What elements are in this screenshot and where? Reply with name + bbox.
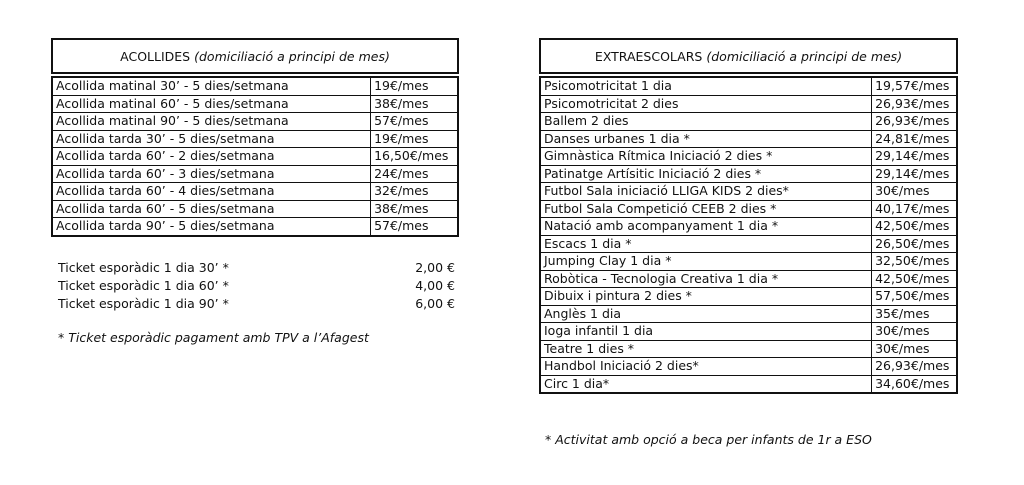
activity-label: Acollida tarda 60’ - 5 dies/setmana [52, 200, 371, 218]
extraescolars-header [539, 38, 958, 74]
table-row [540, 305, 957, 323]
activity-price: 57€/mes [371, 113, 458, 131]
activity-label: Circ 1 dia* [540, 375, 872, 393]
extraescolars-title: EXTRAESCOLARS [594, 48, 703, 64]
table-row [52, 218, 458, 236]
table-row [52, 130, 458, 148]
table-row [52, 113, 458, 131]
activity-label: Anglès 1 dia [540, 305, 872, 323]
table-row [540, 148, 957, 166]
activity-label: Acollida matinal 60’ - 5 dies/setmana [52, 95, 371, 113]
acollides-title: ACOLLIDES [120, 48, 191, 64]
activity-label: Jumping Clay 1 dia * [540, 253, 872, 271]
activity-label: Acollida matinal 90’ - 5 dies/setmana [52, 113, 371, 131]
table-row [540, 375, 957, 393]
activity-label: Acollida matinal 30’ - 5 dies/setmana [52, 77, 371, 95]
acollides-header [51, 38, 459, 74]
table-row [540, 235, 957, 253]
activity-price: 32,50€/mes [872, 253, 957, 271]
activity-label: Danses urbanes 1 dia * [540, 130, 872, 148]
activity-label: Futbol Sala iniciació LLIGA KIDS 2 dies* [540, 183, 872, 201]
table-row [540, 340, 957, 358]
table-row [540, 77, 957, 95]
activity-label: Psicomotricitat 1 dia [540, 77, 872, 95]
ticket-label: Ticket esporàdic 1 dia 30’ * [58, 259, 229, 275]
activity-price: 30€/mes [872, 183, 957, 201]
activity-price: 34,60€/mes [872, 375, 957, 393]
activity-label: Gimnàstica Rítmica Iniciació 2 dies * [540, 148, 872, 166]
extraescolars-section [539, 38, 958, 394]
table-row [52, 183, 458, 201]
table-row [540, 218, 957, 236]
activity-price: 30€/mes [872, 340, 957, 358]
activity-label: Robòtica - Tecnologia Creativa 1 dia * [540, 270, 872, 288]
ticket-label: Ticket esporàdic 1 dia 60’ * [58, 277, 229, 293]
ticket-note: * Ticket esporàdic pagament amb TPV a l’Afagest [58, 329, 369, 345]
table-row [540, 358, 957, 376]
table-row [540, 323, 957, 341]
activity-label: Acollida tarda 60’ - 3 dies/setmana [52, 165, 371, 183]
activity-price: 42,50€/mes [872, 270, 957, 288]
acollides-subtitle: (domiciliació a principi de mes) [194, 48, 390, 64]
ticket-row [51, 295, 459, 313]
beca-note: * Activitat amb opció a beca per infants de 1r a ESO [545, 432, 872, 447]
extraescolars-subtitle: (domiciliació a principi de mes) [706, 48, 903, 64]
table-row [540, 253, 957, 271]
activity-price: 57,50€/mes [872, 288, 957, 306]
table-row [540, 165, 957, 183]
table-row [52, 77, 458, 95]
activity-label: Acollida tarda 30’ - 5 dies/setmana [52, 130, 371, 148]
ticket-row [51, 277, 459, 295]
table-row [540, 200, 957, 218]
activity-label: Natació amb acompanyament 1 dia * [540, 218, 872, 236]
activity-price: 42,50€/mes [872, 218, 957, 236]
activity-price: 19€/mes [371, 77, 458, 95]
table-row [540, 130, 957, 148]
acollides-table [51, 76, 459, 237]
acollides-section [51, 38, 459, 345]
table-row [52, 165, 458, 183]
activity-label: Handbol Iniciació 2 dies* [540, 358, 872, 376]
activity-label: Dibuix i pintura 2 dies * [540, 288, 872, 306]
activity-label: Patinatge Artísitic Iniciació 2 dies * [540, 165, 872, 183]
table-row [540, 288, 957, 306]
activity-label: Ioga infantil 1 dia [540, 323, 872, 341]
table-row [540, 113, 957, 131]
ticket-row [51, 259, 459, 277]
activity-price: 30€/mes [872, 323, 957, 341]
activity-label: Psicomotricitat 2 dies [540, 95, 872, 113]
activity-price: 29,14€/mes [872, 165, 957, 183]
table-row [52, 95, 458, 113]
activity-price: 38€/mes [371, 95, 458, 113]
activity-price: 19,57€/mes [872, 77, 957, 95]
activity-price: 26,93€/mes [872, 95, 957, 113]
activity-label: Ballem 2 dies [540, 113, 872, 131]
table-row [540, 270, 957, 288]
activity-label: Acollida tarda 60’ - 2 dies/setmana [52, 148, 371, 166]
ticket-label: Ticket esporàdic 1 dia 90’ * [58, 295, 229, 311]
activity-label: Teatre 1 dies * [540, 340, 872, 358]
activity-price: 32€/mes [371, 183, 458, 201]
activity-price: 40,17€/mes [872, 200, 957, 218]
activity-price: 35€/mes [872, 305, 957, 323]
activity-label: Futbol Sala Competició CEEB 2 dies * [540, 200, 872, 218]
activity-price: 24€/mes [371, 165, 458, 183]
activity-price: 24,81€/mes [872, 130, 957, 148]
activity-price: 16,50€/mes [371, 148, 458, 166]
ticket-price: 2,00 € [415, 259, 455, 275]
table-row [52, 148, 458, 166]
activity-price: 29,14€/mes [872, 148, 957, 166]
activity-price: 57€/mes [371, 218, 458, 236]
table-row [540, 183, 957, 201]
extraescolars-table [539, 76, 958, 394]
activity-label: Acollida tarda 60’ - 4 dies/setmana [52, 183, 371, 201]
ticket-price: 6,00 € [415, 295, 455, 311]
tickets-list [51, 259, 459, 313]
activity-price: 38€/mes [371, 200, 458, 218]
activity-label: Acollida tarda 90’ - 5 dies/setmana [52, 218, 371, 236]
table-row [52, 200, 458, 218]
activity-price: 26,93€/mes [872, 358, 957, 376]
activity-label: Escacs 1 dia * [540, 235, 872, 253]
activity-price: 19€/mes [371, 130, 458, 148]
ticket-price: 4,00 € [415, 277, 455, 293]
activity-price: 26,50€/mes [872, 235, 957, 253]
table-row [540, 95, 957, 113]
activity-price: 26,93€/mes [872, 113, 957, 131]
